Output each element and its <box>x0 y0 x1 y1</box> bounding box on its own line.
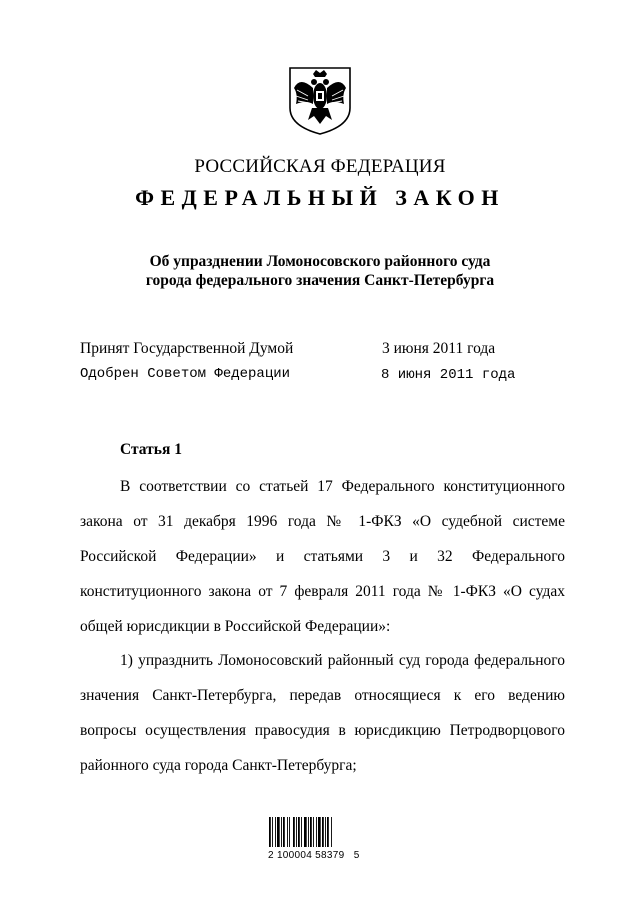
law-title-line-1: Об упразднении Ломоносовского районного суда <box>149 253 491 270</box>
council-approval-date: 8 июня 2011 года <box>381 367 516 383</box>
article-paragraph-2: 1) упразднить Ломоносовский районный суд города федерального значения Санкт-Петербурга, передав относящиеся к его ведению вопросы осуществления правосудия в юрисдикцию Петродворцового районного суда города Санкт-Петербурга; <box>80 652 565 774</box>
barcode-icon <box>269 817 351 847</box>
russian-coat-of-arms-icon <box>286 64 354 136</box>
article-heading: Статья 1 <box>120 441 182 458</box>
duma-adoption-date: 3 июня 2011 года <box>382 340 496 357</box>
document-type: ФЕДЕРАЛЬНЫЙ ЗАКОН <box>135 185 505 210</box>
duma-adoption-label: Принят Государственной Думой <box>80 340 294 357</box>
country-name: РОССИЙСКАЯ ФЕДЕРАЦИЯ <box>194 156 446 177</box>
barcode-number: 2 100004 58379 5 <box>268 850 360 861</box>
article-paragraph-1: В соответствии со статьей 17 Федерального конституционного закона от 31 декабря 1996 года № 1-ФКЗ «О судебной системе Российской Федерации» и статьями 3 и 32 Федерального конституционного закона от 7 февраля 2011 года № 1-ФКЗ «О судах общей юрисдикции в Российской Федерации»: <box>80 478 565 635</box>
council-approval-label: Одобрен Советом Федерации <box>80 366 291 382</box>
law-title-line-2: города федерального значения Санкт-Петербурга <box>145 272 495 289</box>
